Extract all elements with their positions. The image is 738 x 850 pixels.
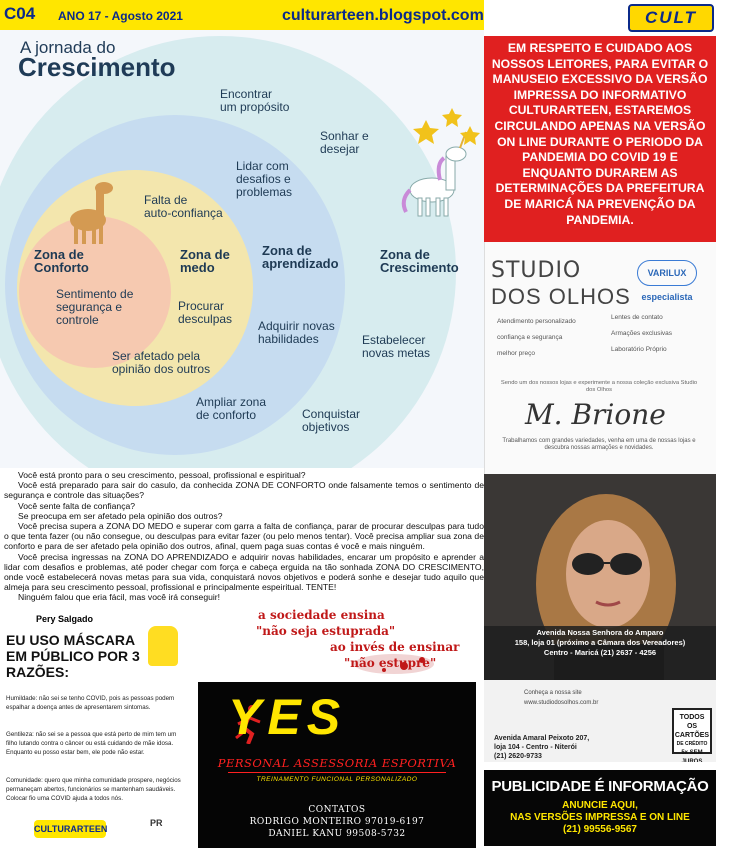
sociedade-line3: ao invés de ensinar [330, 640, 460, 654]
hand-sanitizer-icon [148, 626, 178, 666]
studio-dos-olhos-ad[interactable] [484, 242, 716, 474]
stars-icon [413, 108, 480, 145]
sociedade-line1: a sociedade ensina [258, 608, 385, 622]
feature-item: confiança e segurança [497, 334, 563, 341]
safety-label: Sentimento de segurança e controle [56, 287, 134, 327]
article-paragraph: Você está pronto para o seu crescimento, pessoal, profissional e espiritual? [18, 470, 306, 480]
maricá-address-block [494, 734, 589, 761]
article-paragraph: Você precisa ingressas na ZONA DO APRENDIZADO e adquirir novas habilidades, encarar um propósito e aprender a lidar com desafios e problemas, até poder chegar com força e cabeça erguida na tão sonhada ZONA DO CRESCIMENTO, onde você estabelecerá novas metas para sua vida, conquistará novos objetivos e poderá sonhe e desejar tudo aquilo que almeja para seu crescimento pessoal, profissional e principalmente espeiritual. TENTE! [4, 551, 484, 593]
skills-label: Adquirir novas habilidades [258, 319, 335, 346]
article-body [4, 470, 484, 603]
covid-notice: EM RESPEITO E CUIDADO AOS NOSSOS LEITORES, PARA EVITAR O MANUSEIO EXCESSIVO DA VERSÃO IMPRESSA DO INFORMATIVO CULTURARTEEN, ESTAREMOS CIRCULANDO APENAS NA VERSÃO ON LINE DURANTE O PERIODO DA PANDEMIA DO COVID 19 E ENQUANTO DURAREM AS DETERMINAÇÕES DA PREFEITURA DE MARICÁ NA PREVENÇÃO DA PANDEMIA. [484, 36, 716, 242]
advertise-text [484, 800, 716, 836]
cards-line: CARTÕES [674, 732, 710, 739]
infographic-title-line1: A jornada do [20, 38, 116, 57]
mask-reason-community: Comunidade: quero que minha comunidade prospere, negócios permaneçam abertos, funcionários se mantenham saudáveis. Colocar fio uma COVID ajuda a todos nós. [6, 777, 181, 802]
advertise-line: ANUNCIE AQUI, [562, 800, 638, 811]
advertise-line: NAS VERSÕES IMPRESSA E ON LINE [510, 812, 690, 823]
learning-zone-label: Zona de aprendizado [262, 243, 339, 271]
mask-title: EU USO MÁSCARA EM PÚBLICO POR 3 RAZÕES: [6, 632, 140, 680]
yes-subtitle: PERSONAL ASSESSORIA ESPORTIVA [217, 756, 457, 770]
dream-label: Sonhar e desejar [320, 129, 369, 156]
growth-zone-label: Zona de Crescimento [380, 247, 459, 275]
sociedade-line2: "não seja estuprada" [256, 624, 396, 638]
article-paragraph: Você está preparado para sair do casulo, da conhecida ZONA DE CONFORTO onde falsamente temos o sentimento de segurança e controle das situações? [4, 480, 484, 501]
website-text[interactable]: www.studiodosolhos.com.br [524, 700, 599, 706]
growth-infographic [0, 30, 484, 468]
page-code: C04 [4, 4, 36, 23]
address-line: 158, loja 01 (próximo a Câmara dos Vereadores) [514, 638, 686, 647]
address-line: Avenida Nossa Senhora do Amparo [536, 628, 664, 637]
credit-card-badge [672, 708, 712, 762]
yes-contacts [198, 804, 476, 840]
studio-subtitle: DOS OLHOS [491, 284, 631, 309]
site-url[interactable]: culturarteen.blogspot.com [282, 7, 484, 24]
article-author: Pery Salgado [36, 614, 94, 624]
address-line: Avenida Amaral Peixoto 207, [494, 735, 590, 742]
yes-logo: YES [228, 689, 347, 745]
goals-label: Estabelecer novas metas [362, 333, 431, 360]
advertise-title: PUBLICIDADE É INFORMAÇÃO [491, 778, 709, 795]
sociedade-line4: "não estupre" [344, 656, 437, 670]
brione-signature: M. Brione [525, 398, 666, 431]
contacts-label: CONTATOS [308, 805, 366, 815]
studio-title: STUDIO [491, 258, 582, 283]
feature-item: Atendimento personalizado [497, 318, 576, 325]
culturarteen-logo: CULTURARTEEN [34, 820, 106, 838]
yes-personal-ad[interactable] [198, 682, 476, 848]
contact-text: Conheça a nossa site [524, 690, 582, 696]
expand-label: Ampliar zona de conforto [196, 395, 267, 422]
studio-small-text: Sendo um dos nossos lojas e experimente a nossa coleção exclusiva Studio dos Olhos [500, 380, 698, 393]
niteroi-address-block [484, 626, 716, 686]
divider [228, 772, 446, 773]
studio-bottom-text: Trabalhamos com grandes variedades, venha em uma de nossas lojas e descubra nossas armações e novidades. [502, 438, 696, 451]
achieve-label: Conquistar objetivos [302, 407, 361, 434]
challenges-label: Lidar com desafios e problemas [236, 159, 293, 199]
article-paragraph: Se preocupa em ser afetado pela opinião dos outros? [18, 510, 223, 521]
optics-photo-ad[interactable] [484, 474, 716, 762]
sociedade-campaign [244, 606, 480, 682]
opinion-label: Ser afetado pela opinião dos outros [112, 349, 211, 376]
cards-line: TODOS OS [679, 714, 705, 730]
comfort-zone-label: Zona de Conforto [34, 247, 89, 275]
excuses-label: Procurar desculpas [178, 299, 233, 326]
purpose-label: Encontrar um propósito [220, 87, 290, 114]
infographic-title: Crescimento [18, 52, 176, 82]
address-line: loja 104 - Centro - Niterói [494, 744, 577, 751]
cards-line: 5x SEM JUROS [681, 750, 703, 762]
cult-logo: CULT [628, 4, 714, 32]
contact-rodrigo: RODRIGO MONTEIRO 97019-6197 [249, 817, 425, 827]
confidence-label: Falta de auto-confiança [144, 193, 223, 220]
issue-date: ANO 17 - Agosto 2021 [58, 9, 183, 23]
cards-line: DE CRÉDITO [676, 741, 708, 747]
feature-item: Laboratório Próprio [611, 346, 667, 353]
fear-zone-label: Zona de medo [180, 247, 230, 275]
mask-reason-kindness: Gentileza: não sei se a pessoa que está perto de mim tem um filho lutando contra o câncer ou está cuidando de mãe idosa. Enquanto eu posso estar bem, ele pode não estar. [6, 731, 177, 756]
feature-item: Armações exclusivas [611, 330, 673, 337]
advertise-phone: (21) 99556-9567 [563, 824, 637, 835]
article-paragraph: Ninguém falou que eria fácil, mas você irá conseguir! [18, 592, 221, 603]
article-paragraph: Você precisa supera a ZONA DO MEDO e superar com garra a falta de confiança, parar de procurar desculpas para tudo o que tenta fazer (ou não consegue, ou desculpas para evitar fazer (ou pelo menos tentar). Você precisa ampliar sua zona de conforto e para de ser afetado pela opinião dos outros, afinal, quem paga suas contas é você e mais ninguém. [4, 521, 484, 552]
contact-daniel: DANIEL KANU 99508-5732 [268, 829, 406, 839]
article-paragraph: Você sente falta de confiança? [18, 500, 136, 511]
varilux-badge: VARILUX especialista [637, 260, 697, 286]
phone-number: (21) 2620-9733 [494, 753, 542, 760]
feature-item: melhor preço [497, 350, 535, 357]
advertise-box[interactable] [484, 770, 716, 846]
mask-reason-humility: Humildade: não sei se tenho COVID, pois as pessoas podem espalhar a doença antes de apresentarem sintomas. [6, 695, 175, 711]
yes-tagline: TREINAMENTO FUNCIONAL PERSONALIZADO [256, 776, 418, 783]
feature-item: Lentes de contato [611, 314, 663, 321]
pr-logo: PR [150, 818, 163, 828]
address-line: Centro - Maricá (21) 2637 - 4256 [543, 648, 657, 657]
